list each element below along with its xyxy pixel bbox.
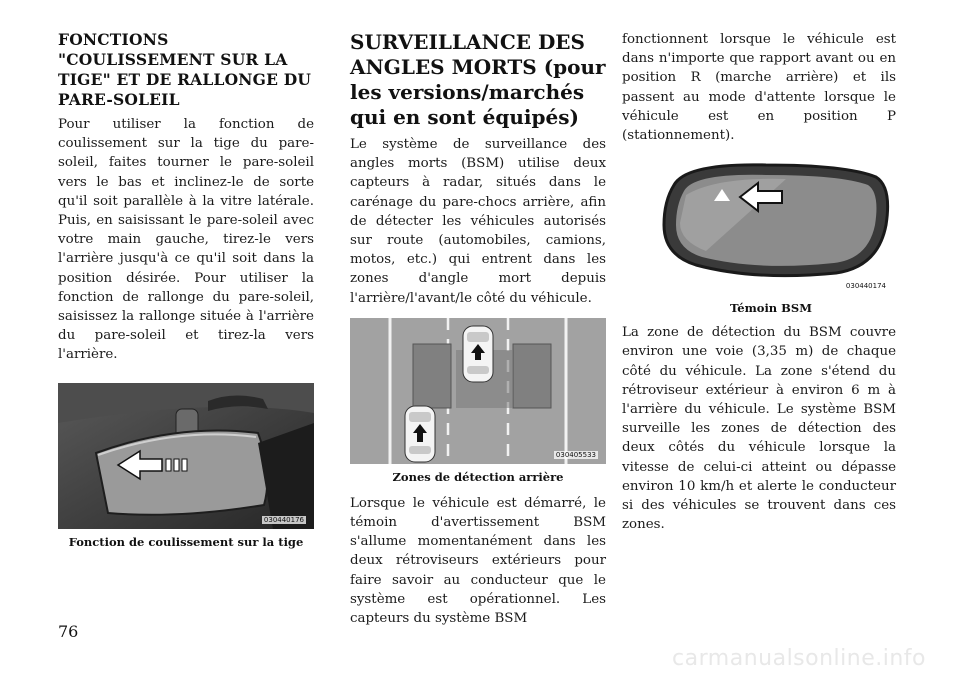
ego-car-icon (463, 326, 493, 382)
bsm-paragraph-3: fonctionnent lorsque le véhicule est dans n'importe que rapport avant ou en position R (marche arrière) et ils passent au mode d'attente lorsque le véhicule est en position P (stationnement). (622, 32, 896, 144)
figure-code: 030405533 (555, 450, 596, 459)
middle-column (350, 30, 606, 628)
figure-caption: Zones de détection arrière (392, 469, 564, 484)
bsm-paragraph-4: La zone de détection du BSM couvre environ une voie (3,35 m) de chaque côté du véhicule. La zone s'étend du rétroviseur extérieur à environ 6 m à l'arrière du véhicule. Le système BSM surveille les zones de détection des deux côtés du véhicule lorsque la vitesse de celui-ci atteint ou dépasse environ 10 km/h et alerte le conducteur si des véhicules se trouvent dans ces zones. (622, 325, 896, 533)
figure-caption: Fonction de coulissement sur la tige (68, 534, 304, 549)
right-column (622, 30, 896, 534)
bsm-paragraph-1: Le système de surveillance des angles morts (BSM) utilise deux capteurs à radar, situés dans le carénage du pare-chocs arrière, afin de détecter les véhicules autorisés sur route (automobiles, camions, motos, etc.) qui entrent dans les zones d'angle mort depuis l'arrière/l'avant/le côté du véhicule. (350, 137, 606, 306)
bsm-paragraph-2: Lorsque le véhicule est démarré, le témoin d'avertissement BSM s'allume momentanément dans les deux rétroviseurs extérieurs pour faire savoir au conducteur que le système est opérationnel. Les capteurs du système BSM (350, 495, 606, 627)
left-column (58, 30, 314, 549)
page-number: 76 (58, 622, 79, 641)
visor-paragraph: Pour utiliser la fonction de coulissement sur la tige du pare-soleil, faites tourner le pare-soleil vers le bas et inclinez-le de sorte qu'il soit parallèle à la vitre latérale. Puis, en saisissant le pare-soleil avec votre main gauche, tirez-le vers l'arrière jusqu'à ce qu'il soit dans la position désirée. Pour utiliser la fonction de rallonge du pare-soleil, saisissez la rallonge située à l'arrière du pare-soleil et tirez-la vers l'arrière. (58, 117, 314, 363)
footer-watermark: carmanualsonline.info (672, 646, 926, 671)
figure-code: 030440176 (263, 515, 304, 524)
bsm-mirror-figure (646, 155, 896, 295)
approaching-car-icon (405, 406, 435, 462)
figure-caption: Témoin BSM (730, 301, 812, 316)
detection-zones-figure (350, 318, 606, 464)
side-mirror-illustration (646, 155, 896, 295)
section-heading-bsm: SURVEILLANCE DES ANGLES MORTS (pour les versions/marchés qui en sont équipés) (350, 30, 606, 129)
figure-code: 030440174 (845, 282, 886, 291)
section-heading-visor: FONCTIONS "COULISSEMENT SUR LA TIGE" ET DE RALLONGE DU PARE-SOLEIL (58, 30, 312, 109)
visor-slide-figure (58, 383, 314, 529)
detection-zones-diagram (350, 318, 606, 464)
sun-visor-illustration (58, 383, 314, 529)
